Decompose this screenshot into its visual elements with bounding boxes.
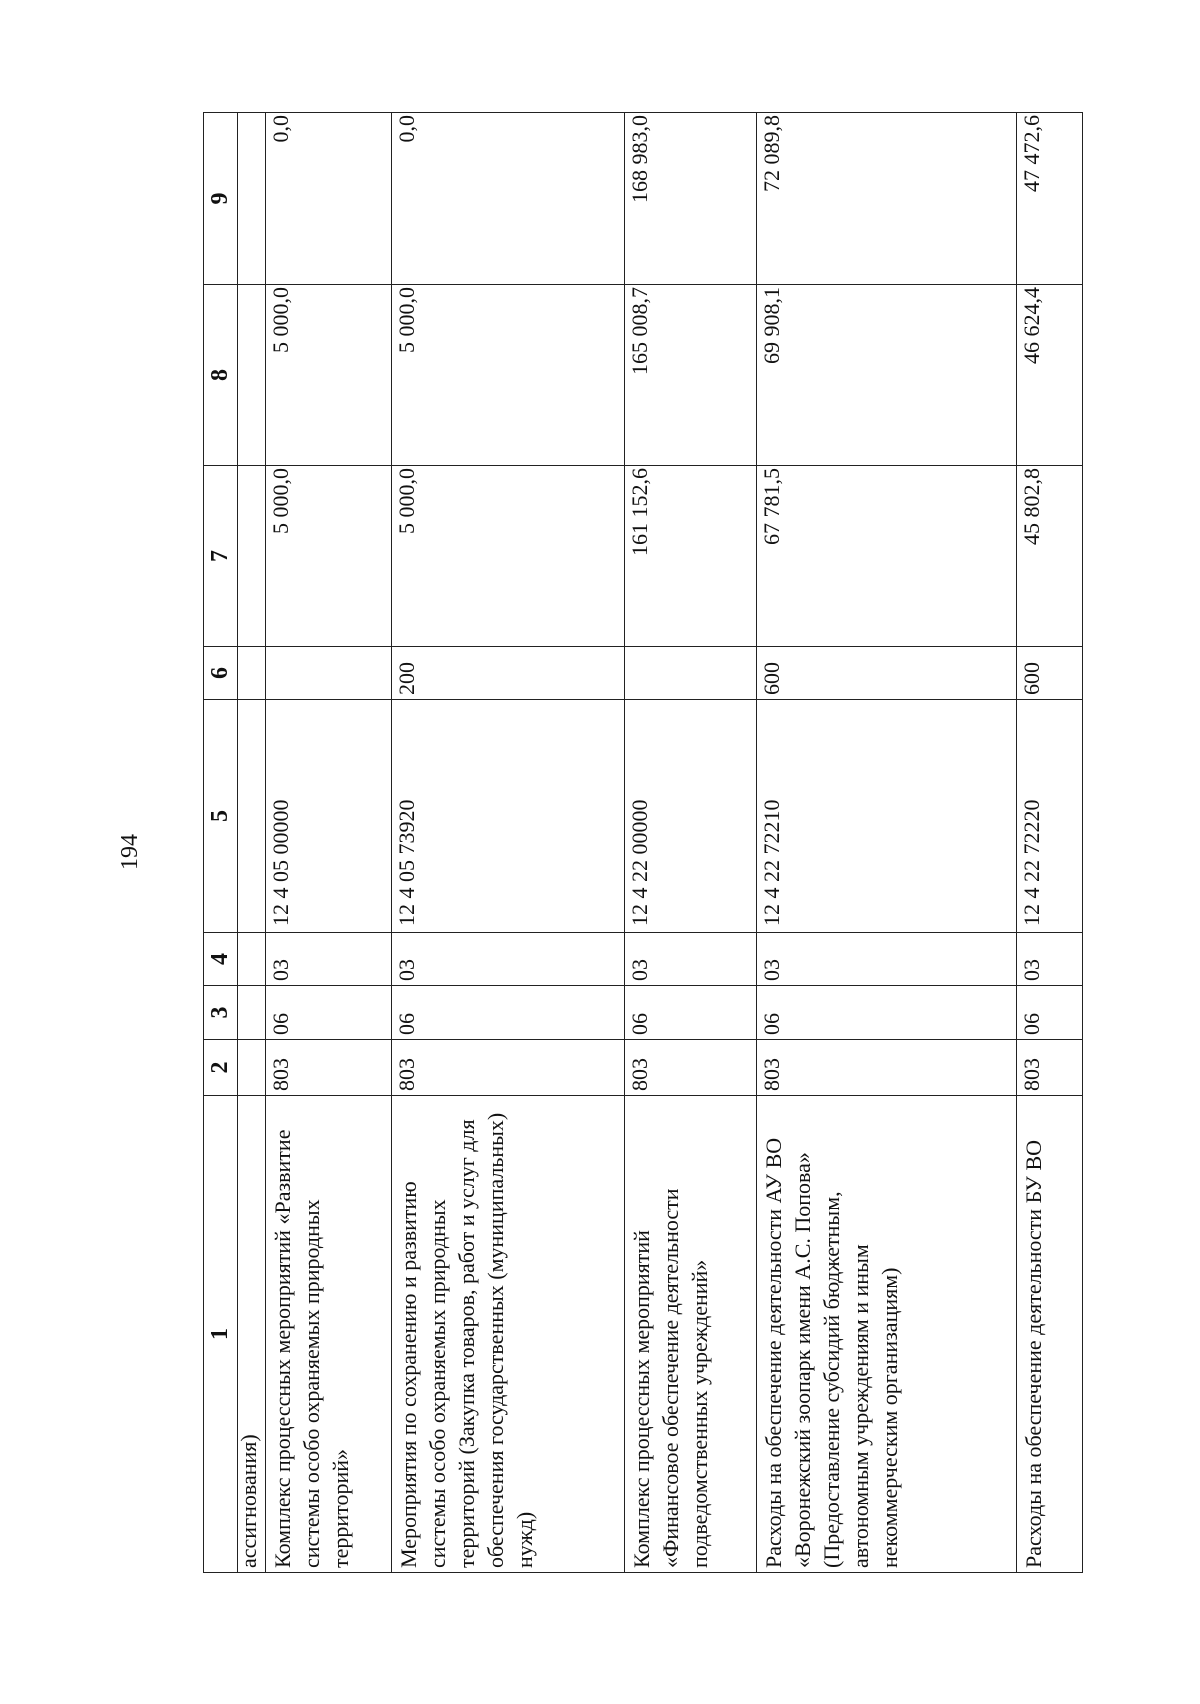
cell-c2: 803: [392, 1040, 625, 1096]
column-header: 2: [204, 1040, 238, 1096]
cell-c5: 12 4 22 72220: [1016, 700, 1082, 933]
cell-c7: 5 000,0: [265, 466, 392, 647]
row-name: Расходы на обеспечение деятельности АУ ВО «Воронежский зоопарк имени А.С. Попова» (Предоставление субсидий бюджетным, автономным учреждениям и иным некоммерческим организациям): [757, 1096, 1017, 1573]
cell-c3: 06: [265, 986, 392, 1040]
continuation-row: [238, 113, 266, 1573]
cell-c7: 45 802,8: [1016, 466, 1082, 647]
cell-c4: 03: [757, 933, 1017, 986]
cell-c2: 803: [265, 1040, 392, 1096]
column-header: 1: [204, 1096, 238, 1573]
cell-c9: 168 983,0: [625, 113, 757, 285]
column-header: 5: [204, 700, 238, 933]
cell-c4: 03: [1016, 933, 1082, 986]
cell-c8: 5 000,0: [392, 285, 625, 466]
table-row: [265, 113, 392, 1573]
cell-c4: 03: [392, 933, 625, 986]
cell-c6: 600: [1016, 647, 1082, 700]
cell-c9: 72 089,8: [757, 113, 1017, 285]
cell-c3: 06: [392, 986, 625, 1040]
cell-c5: 12 4 05 73920: [392, 700, 625, 933]
column-header: 4: [204, 933, 238, 986]
table-row: [1016, 113, 1082, 1573]
table-row: [757, 113, 1017, 1573]
cell-c7: 67 781,5: [757, 466, 1017, 647]
cell-c6: [625, 647, 757, 700]
cell-c8: 46 624,4: [1016, 285, 1082, 466]
cell-c3: 06: [1016, 986, 1082, 1040]
cell-c2: 803: [625, 1040, 757, 1096]
row-name: Комплекс процессных мероприятий «Развитие системы особо охраняемых природных территорий»: [265, 1096, 392, 1573]
column-header: 6: [204, 647, 238, 700]
cell-c7: 5 000,0: [392, 466, 625, 647]
row-name: Комплекс процессных мероприятий «Финансовое обеспечение деятельности подведомственных учреждений»: [625, 1096, 757, 1573]
cell-c8: 165 008,7: [625, 285, 757, 466]
budget-table: [203, 112, 1083, 1573]
cell-c5: 12 4 22 00000: [625, 700, 757, 933]
column-header: 9: [204, 113, 238, 285]
column-header: 8: [204, 285, 238, 466]
cell-c9: 0,0: [392, 113, 625, 285]
table-row: [392, 113, 625, 1573]
row-name: Мероприятия по сохранению и развитию системы особо охраняемых природных территорий (Закупка товаров, работ и услуг для обеспечения государственных (муниципальных) нужд): [392, 1096, 625, 1573]
budget-table-page: [203, 113, 1083, 1573]
cell-c4: 03: [625, 933, 757, 986]
continuation-text: ассигнования): [238, 1096, 266, 1573]
cell-c9: 0,0: [265, 113, 392, 285]
column-header: 7: [204, 466, 238, 647]
cell-c3: 06: [757, 986, 1017, 1040]
header-row: [204, 113, 238, 1573]
row-name: Расходы на обеспечение деятельности БУ ВО: [1016, 1096, 1082, 1573]
cell-c8: 5 000,0: [265, 285, 392, 466]
cell-c7: 161 152,6: [625, 466, 757, 647]
cell-c2: 803: [757, 1040, 1017, 1096]
cell-c6: 600: [757, 647, 1017, 700]
column-header: 3: [204, 986, 238, 1040]
cell-c5: 12 4 22 72210: [757, 700, 1017, 933]
cell-c6: [265, 647, 392, 700]
cell-c3: 06: [625, 986, 757, 1040]
page-number: 194: [117, 834, 143, 870]
cell-c4: 03: [265, 933, 392, 986]
cell-c9: 47 472,6: [1016, 113, 1082, 285]
cell-c8: 69 908,1: [757, 285, 1017, 466]
cell-c5: 12 4 05 00000: [265, 700, 392, 933]
cell-c2: 803: [1016, 1040, 1082, 1096]
table-row: [625, 113, 757, 1573]
cell-c6: 200: [392, 647, 625, 700]
